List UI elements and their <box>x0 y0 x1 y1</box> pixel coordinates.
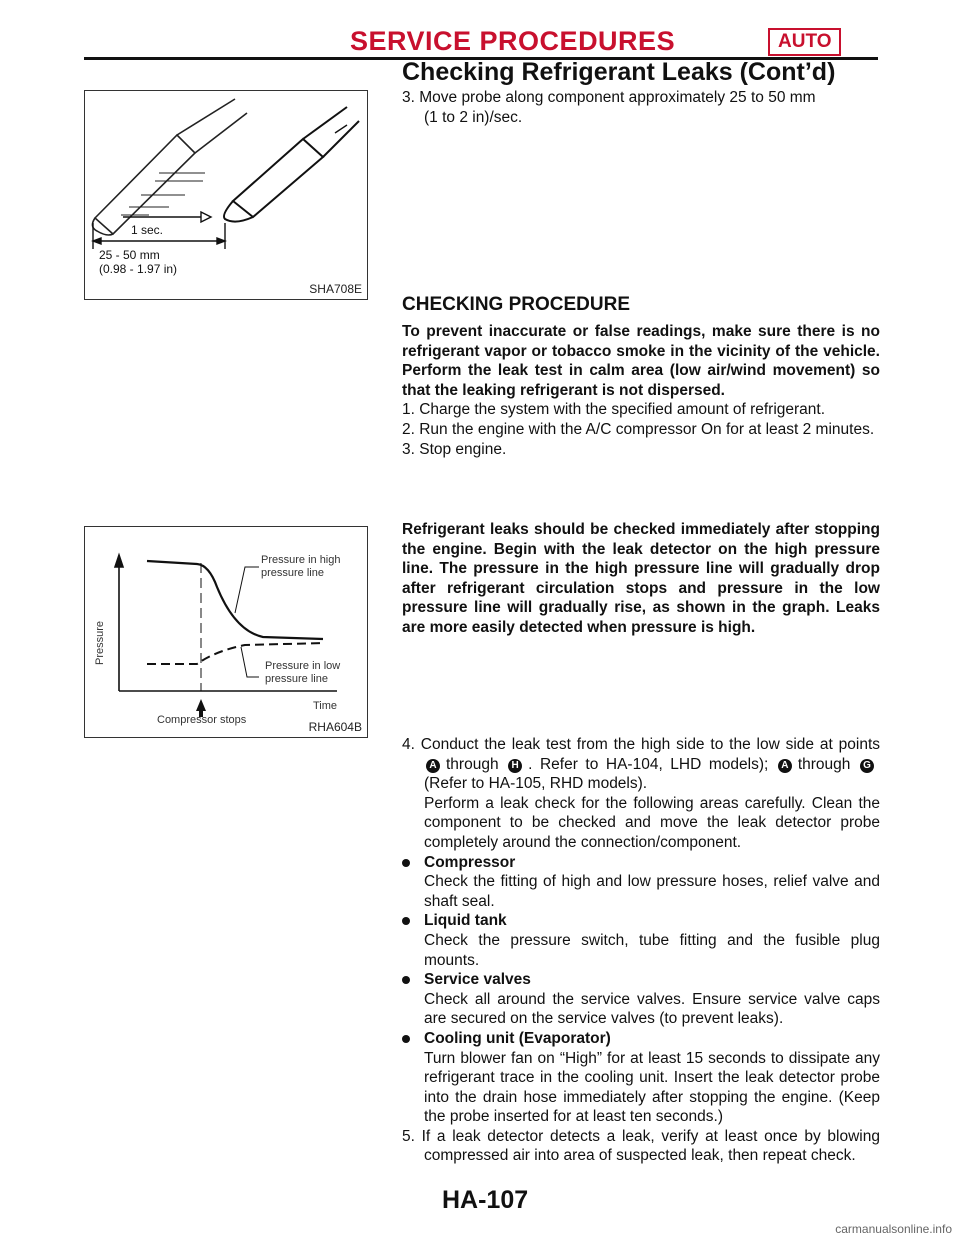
point-h-marker: H <box>508 759 522 773</box>
point-g-marker: G <box>860 759 874 773</box>
header-badge: AUTO <box>768 28 841 56</box>
figure-probe-movement <box>84 90 368 300</box>
step-2: 2. Run the engine with the A/C compressor On for at least 2 minutes. <box>402 420 875 438</box>
point-a-marker: A <box>778 759 792 773</box>
y-axis-label: Pressure <box>94 620 106 665</box>
step4-text-4: through <box>797 755 851 773</box>
step4-text-1: 4. Conduct the leak test from the high side to the low side at points <box>402 736 880 753</box>
probe-illustration <box>85 91 367 299</box>
point-a-marker: A <box>426 759 440 773</box>
bullet-liquid-tank <box>402 911 880 970</box>
label-high-1: Pressure in high <box>261 554 341 566</box>
bullet-text: Check the fitting of high and low pressure hoses, relief valve and shaft seal. <box>424 873 880 910</box>
step4-text-5: (Refer to HA-105, RHD models). <box>424 775 648 793</box>
label-high-2: pressure line <box>261 567 324 579</box>
top-step-block <box>402 88 880 127</box>
bullet-icon <box>402 917 410 925</box>
step-3: 3. Stop engine. <box>402 440 507 458</box>
step3-top-line: 3. Move probe along component approximately 25 to 50 mm <box>402 89 816 106</box>
probe-right <box>224 107 359 222</box>
label-time: 1 sec. <box>131 223 164 237</box>
step-5: 5. If a leak detector detects a leak, verify at least once by blowing compressed air into area of suspected leak, then repeat check. <box>402 1127 880 1165</box>
figure-id: SHA708E <box>309 282 362 296</box>
compressor-stops-label: Compressor stops <box>157 714 247 726</box>
bullet-title: Service valves <box>424 971 531 989</box>
label-low-2: pressure line <box>265 673 328 685</box>
label-mm: 25 - 50 mm <box>99 248 160 262</box>
label-low-1: Pressure in low <box>265 660 341 672</box>
bullet-title: Liquid tank <box>424 912 507 930</box>
bullet-title: Cooling unit (Evaporator) <box>424 1029 611 1047</box>
bullet-icon <box>402 976 410 984</box>
step4-detail: Perform a leak check for the following areas carefully. Clean the component to be checked and move the leak detector probe completely around the connection/component. <box>424 794 880 851</box>
step4-text-3: . Refer to HA-104, LHD models); <box>528 755 769 773</box>
bullet-text: Check all around the service valves. Ensure service valve caps are secured on the service valves (to prevent leaks). <box>424 990 880 1028</box>
bullet-icon <box>402 1035 410 1043</box>
procedure-block <box>402 322 880 459</box>
bullet-compressor <box>402 853 880 912</box>
bullet-cooling-unit <box>402 1029 880 1127</box>
page-number: HA-107 <box>442 1186 529 1214</box>
page-subtitle: Checking Refrigerant Leaks (Cont’d) <box>402 58 836 86</box>
warning-text: To prevent inaccurate or false readings, make sure there is no refrigerant vapor or tobacco smoke in the vicinity of the vehicle. Perform the leak test in calm area (low air/wind movement) so that the leaking refrigerant is not dispersed. <box>402 323 880 399</box>
leak-note: Refrigerant leaks should be checked immediately after stopping the engine. Begin with the leak detector on the high pressure line. The pressure in the high pressure line will gradually drop after refrigerant circulation stops and pressure in the low pressure line will gradually rise, as shown in the graph. Leaks are more easily detected when pressure is high. <box>402 521 880 636</box>
figure-pressure-graph <box>84 526 368 738</box>
header-title: SERVICE PROCEDURES <box>350 26 676 56</box>
watermark: carmanualsonline.info <box>835 1222 952 1236</box>
step3-top-cont: (1 to 2 in)/sec. <box>424 108 523 126</box>
bullet-icon <box>402 859 410 867</box>
pressure-graph <box>85 527 367 737</box>
bullet-title: Compressor <box>424 853 516 871</box>
note-block <box>402 520 880 638</box>
step4-text-2: through <box>446 755 499 773</box>
bullet-text: Check the pressure switch, tube fitting and the fusible plug mounts. <box>424 931 880 969</box>
step-1: 1. Charge the system with the specified amount of refrigerant. <box>402 401 826 419</box>
time-arrow <box>123 212 211 222</box>
bullet-service-valves <box>402 970 880 1029</box>
label-in: (0.98 - 1.97 in) <box>99 262 178 276</box>
section-title: CHECKING PROCEDURE <box>402 294 631 315</box>
figure-id: RHA604B <box>308 720 362 734</box>
step4-block <box>402 735 880 1166</box>
step-4 <box>402 735 880 794</box>
bullet-text: Turn blower fan on “High” for at least 15 seconds to dissipate any refrigerant trace in the cooling unit. Insert the leak detector probe into the drain hose immediately after stopping the engine. (Keep the probe inserted for at least ten seconds.) <box>424 1049 880 1126</box>
x-axis-label: Time <box>313 700 338 712</box>
